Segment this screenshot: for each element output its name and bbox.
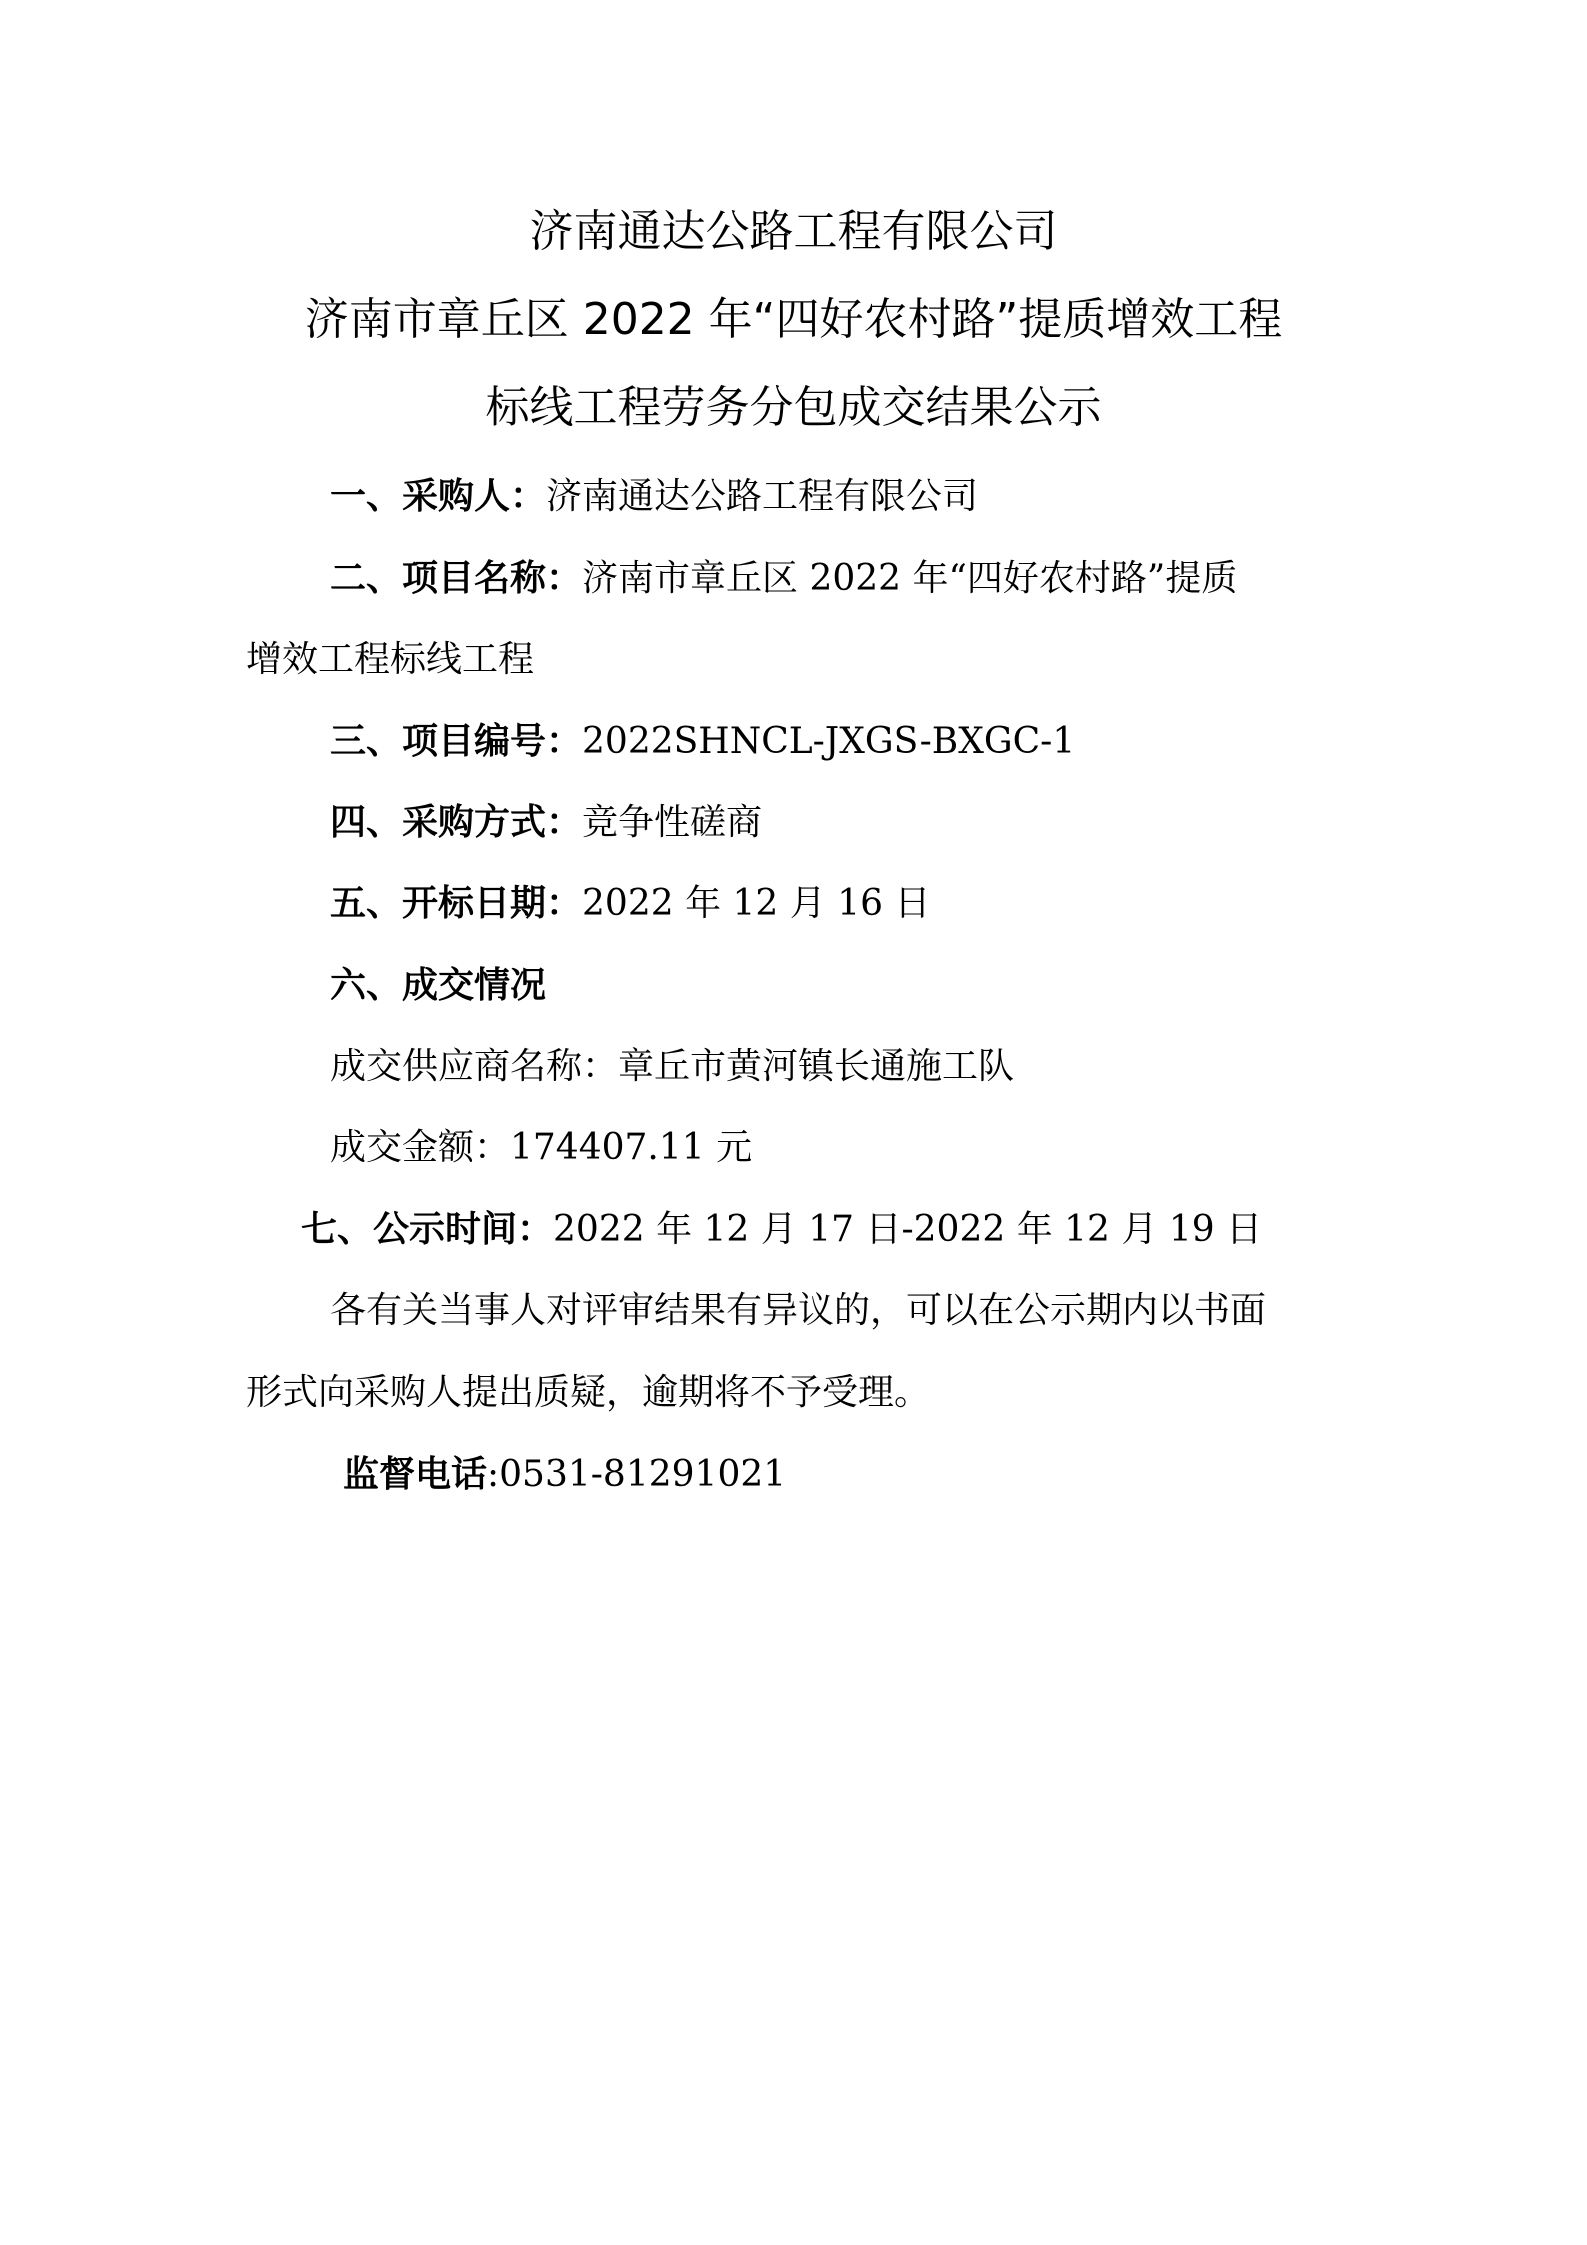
project-number-line — [330, 718, 1075, 766]
supervision-phone-line — [343, 1451, 786, 1499]
document-title-line-3: 标线工程劳务分包成交结果公示 — [485, 382, 1102, 433]
purchaser-line — [330, 473, 978, 521]
project-number-label: 三、项目编号： — [330, 721, 583, 762]
document-title-line-2: 济南市章丘区 2022 年“四好农村路”提质增效工程 — [304, 294, 1283, 345]
procurement-method-line — [330, 799, 762, 847]
notice-line-1: 各有关当事人对评审结果有异议的，可以在公示期内以书面 — [330, 1290, 1267, 1331]
purchaser-value: 济南通达公路工程有限公司 — [546, 476, 979, 517]
deal-amount-line: 成交金额：174407.11 元 — [330, 1127, 753, 1168]
announcement-period-label: 七、公示时间： — [301, 1209, 554, 1250]
project-name-value: 济南市章丘区 2022 年“四好农村路”提质 — [582, 558, 1238, 599]
bid-opening-date-value: 2022 年 12 月 16 日 — [582, 883, 931, 924]
purchaser-label: 一、采购人： — [330, 476, 547, 517]
document-title-line-1: 济南通达公路工程有限公司 — [529, 206, 1058, 257]
deal-supplier-line: 成交供应商名称：章丘市黄河镇长通施工队 — [330, 1046, 1015, 1087]
project-number-value: 2022SHNCL-JXGS-BXGC-1 — [582, 721, 1076, 762]
bid-opening-date-label: 五、开标日期： — [330, 883, 583, 924]
project-name-line — [330, 555, 1237, 603]
deal-status-label: 六、成交情况 — [330, 965, 547, 1006]
supervision-phone-value: :0531-81291021 — [487, 1454, 787, 1495]
announcement-period-value: 2022 年 12 月 17 日-2022 年 12 月 19 日 — [553, 1209, 1263, 1250]
deal-status-line — [330, 962, 546, 1010]
notice-line-2: 形式向采购人提出质疑，逾期将不予受理。 — [246, 1372, 931, 1413]
supervision-phone-label: 监督电话 — [343, 1454, 488, 1495]
project-name-continuation: 增效工程标线工程 — [246, 639, 535, 680]
announcement-period-line — [301, 1206, 1262, 1254]
procurement-method-label: 四、采购方式： — [330, 802, 583, 843]
procurement-method-value: 竞争性磋商 — [582, 802, 763, 843]
bid-opening-date-line — [330, 880, 930, 928]
project-name-label: 二、项目名称： — [330, 558, 583, 599]
